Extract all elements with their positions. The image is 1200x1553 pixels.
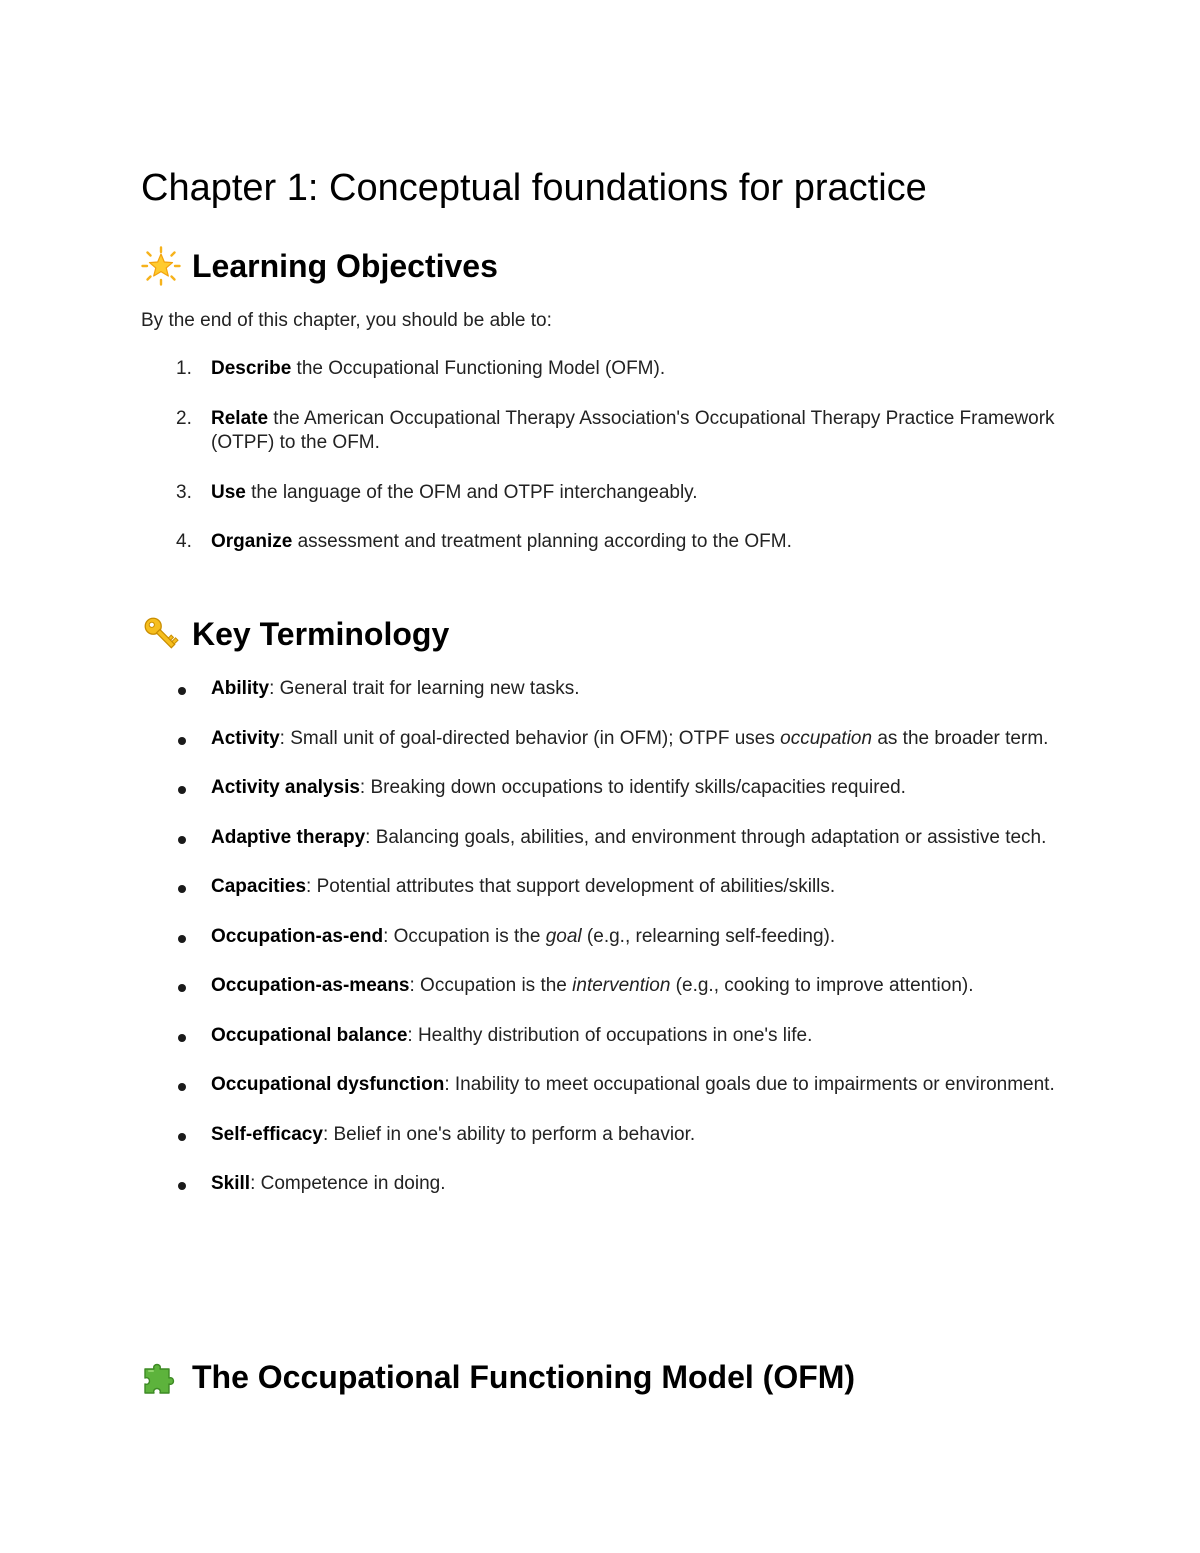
bullet-icon: [178, 836, 186, 844]
bullet-icon: [178, 1034, 186, 1042]
term-definition: : Occupation is the: [409, 975, 573, 996]
term-definition: : Occupation is the: [383, 925, 546, 947]
objective-text: the American Occupational Therapy Association's Occupational Therapy Practice Framework (OTPF) to the OFM.: [211, 407, 1055, 453]
term-item: [141, 875, 1071, 900]
bullet-icon: [178, 935, 186, 943]
term-item: [141, 1123, 1071, 1148]
bullet-icon: [178, 786, 186, 794]
list-number: 1.: [176, 358, 192, 379]
term-item: [141, 826, 1071, 851]
key-terminology-heading: [141, 614, 449, 654]
term-name: Occupation-as-end: [211, 925, 384, 947]
objective-text: assessment and treatment planning according to the OFM.: [292, 531, 792, 552]
term-definition: : Small unit of goal-directed behavior (in OFM); OTPF uses: [279, 727, 781, 749]
list-number: 4.: [176, 531, 192, 552]
objectives-list: [141, 357, 1071, 555]
term-name: Occupational balance: [211, 1024, 408, 1046]
term-definition-end: (e.g., cooking to improve attention).: [670, 975, 974, 996]
puzzle-piece-icon: [141, 1357, 181, 1397]
glowing-star-icon: [141, 246, 181, 286]
term-definition: : Inability to meet occupational goals due to impairments or environment.: [444, 1074, 1055, 1095]
learning-objectives-heading-text: Learning Objectives: [192, 248, 498, 284]
objective-verb: Organize: [211, 531, 293, 552]
objective-item: [141, 481, 1071, 506]
objective-verb: Use: [211, 481, 246, 503]
term-item: [141, 1024, 1071, 1049]
term-definition: : Competence in doing.: [250, 1173, 446, 1194]
bullet-icon: [178, 737, 186, 745]
list-number: 3.: [176, 481, 192, 503]
term-name: Self-efficacy: [211, 1123, 323, 1145]
page-title: Chapter 1: Conceptual foundations for practice: [141, 167, 927, 209]
objective-verb: Relate: [211, 407, 269, 429]
terminology-list: [141, 677, 1071, 1197]
term-emphasis: intervention: [572, 975, 671, 996]
term-definition: : Balancing goals, abilities, and environment through adaptation or assistive tech.: [365, 826, 1047, 848]
term-definition: : General trait for learning new tasks.: [269, 678, 580, 699]
term-name: Skill: [211, 1173, 251, 1194]
key-terminology-heading-text: Key Terminology: [192, 616, 450, 652]
term-item: [141, 1073, 1071, 1098]
bullet-icon: [178, 1083, 186, 1091]
term-name: Capacities: [211, 876, 307, 897]
term-item: [141, 974, 1071, 999]
term-item: [141, 677, 1071, 702]
term-emphasis: occupation: [780, 727, 873, 749]
bullet-icon: [178, 687, 186, 695]
bullet-icon: [178, 984, 186, 992]
ofm-heading-text: The Occupational Functioning Model (OFM): [192, 1359, 856, 1395]
objectives-intro: By the end of this chapter, you should be able to:: [141, 310, 552, 331]
list-number: 2.: [176, 407, 192, 429]
term-name: Occupational dysfunction: [211, 1074, 445, 1095]
ofm-heading: [141, 1357, 855, 1397]
term-definition: : Belief in one's ability to perform a behavior.: [322, 1123, 696, 1145]
term-definition: : Potential attributes that support development of abilities/skills.: [306, 876, 836, 897]
term-definition: : Healthy distribution of occupations in one's life.: [407, 1024, 813, 1046]
term-definition-end: (e.g., relearning self-feeding).: [581, 925, 836, 947]
objective-verb: Describe: [211, 358, 292, 379]
term-name: Ability: [211, 678, 270, 699]
term-item: [141, 727, 1071, 752]
objective-item: [141, 530, 1071, 555]
key-icon: [141, 614, 181, 654]
term-name: Adaptive therapy: [211, 826, 366, 848]
term-name: Activity analysis: [211, 777, 360, 798]
objective-text: the Occupational Functioning Model (OFM).: [291, 358, 666, 379]
term-name: Activity: [211, 727, 280, 749]
objective-item: [141, 407, 1071, 456]
objective-item: [141, 357, 1071, 382]
term-definition: : Breaking down occupations to identify skills/capacities required.: [359, 777, 906, 798]
term-item: [141, 925, 1071, 950]
bullet-icon: [178, 1182, 186, 1190]
term-item: [141, 776, 1071, 801]
objective-text: the language of the OFM and OTPF interchangeably.: [245, 481, 698, 503]
learning-objectives-heading: [141, 246, 498, 286]
term-definition-end: as the broader term.: [872, 727, 1049, 749]
bullet-icon: [178, 1133, 186, 1141]
term-emphasis: goal: [545, 925, 582, 947]
term-item: [141, 1172, 1071, 1197]
bullet-icon: [178, 885, 186, 893]
term-name: Occupation-as-means: [211, 975, 410, 996]
